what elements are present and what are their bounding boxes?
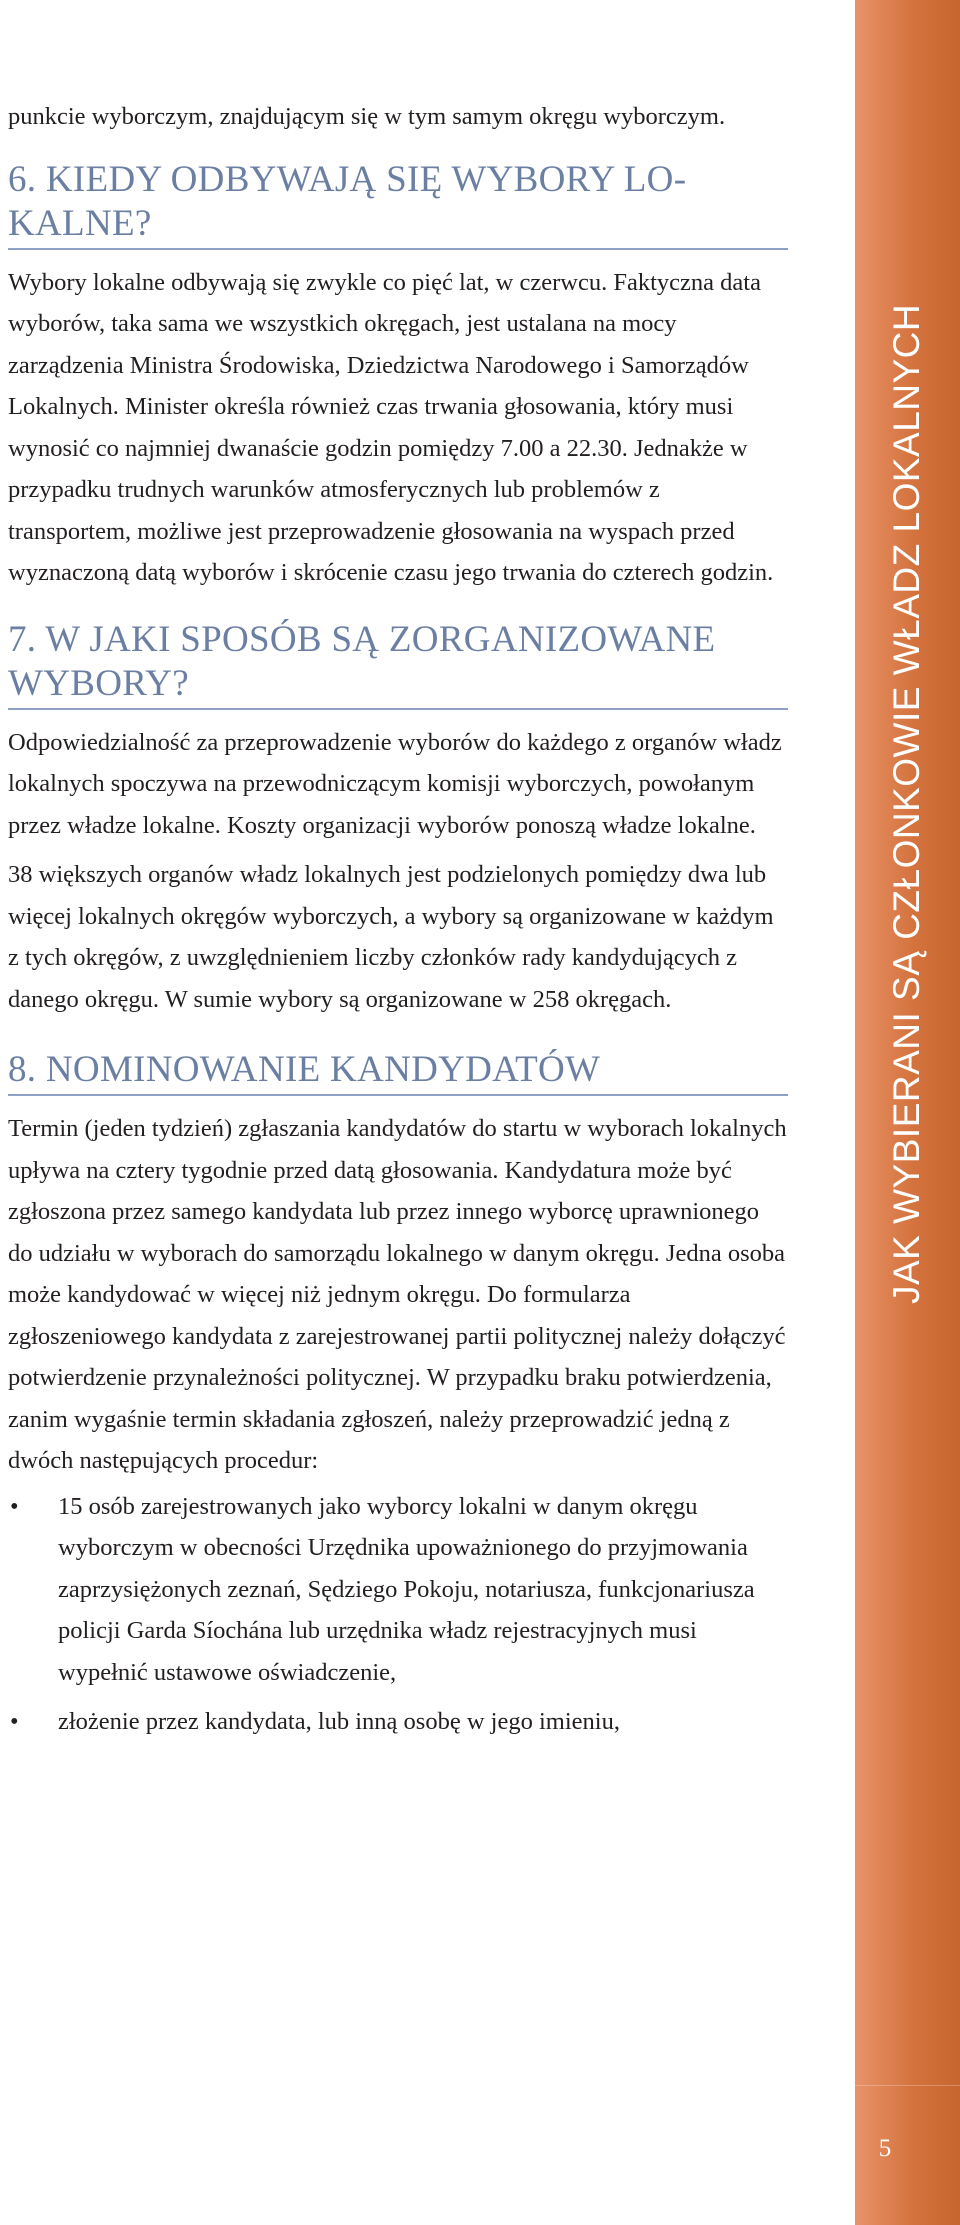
list-item-text: 15 osób zarejestrowanych jako wyborcy lokalni w danym okręgu wyborczym w obecności Urzędnika upoważnionego do przyjmowania zaprzysiężonych zeznań, Sędziego Pokoju, notariusza, funkcjonariusza policji Garda Síochána lub urzędnika władz rejestracyjnych musi wypełnić ustawowe oświadczenie, [58, 1492, 755, 1686]
section-7-paragraph-1: Odpowiedzialność za przeprowadzenie wyborów do każdego z organów władz lokalnych spoczywa na przewodniczącym komisji wyborczych, powołanym przez władze lokalne. Koszty organizacji wyborów ponoszą władze lokalne. [8, 728, 782, 839]
section-8-paragraph: Termin (jeden tydzień) zgłaszania kandydatów do startu w wyborach lokalnych upływa na cztery tygodnie przed datą głosowania. Kandydatura może być zgłoszona przez samego kandydata lub przez innego wyborcę uprawnionego do udziału w wyborach do samorządu lokalnego w danym okręgu. Jedna osoba może kandydować w więcej niż jednym okręgu. Do formularza zgłoszeniowego kandydata z zarejestrowanej partii politycznej należy dołączyć potwierdzenie przynależności politycznej. W przypadku braku potwierdzenia, zanim wygaśnie termin składania zgłoszeń, należy przeprowadzić jedną z dwóch następujących procedur: [8, 1115, 787, 1474]
bullet-icon: • [10, 1492, 19, 1520]
section-6-heading: 6. KIEDY ODBYWAJĄ SIĘ WYBORY LO-KALNE? [8, 158, 788, 250]
page-content [8, 96, 788, 1743]
list-item-text: złożenie przez kandydata, lub inną osobę w jego imieniu, [58, 1708, 620, 1735]
bullet-icon: • [10, 1708, 19, 1735]
sidebar-divider [855, 2085, 960, 2086]
chapter-title: JAK WYBIERANI SĄ CZŁONKOWIE WŁADZ LOKALNYCH [886, 303, 927, 1304]
list-item [8, 1701, 788, 1743]
list-item [8, 1486, 788, 1694]
section-7-heading: 7. W JAKI SPOSÓB SĄ ZORGANIZOWANE WYBORY? [8, 618, 788, 710]
section-8-heading: 8. NOMINOWANIE KANDYDATÓW [8, 1048, 788, 1096]
intro-paragraph: punkcie wyborczym, znajdującym się w tym samym okręgu wyborczym. [8, 103, 726, 130]
procedure-list [8, 1486, 788, 1743]
page-number: 5 [878, 2135, 892, 2162]
section-7-paragraph-2: 38 większych organów władz lokalnych jest podzielonych pomiędzy dwa lub więcej lokalnych okręgów wyborczych, a wybory są organizowane w każdym z tych okręgów, z uwzględnieniem liczby członków rady kandydujących z danego okręgu. W sumie wybory są organizowane w 258 okręgach. [8, 861, 774, 1013]
section-6-paragraph: Wybory lokalne odbywają się zwykle co pięć lat, w czerwcu. Faktyczna data wyborów, taka sama we wszystkich okręgach, jest ustalana na mocy zarządzenia Ministra Środowiska, Dziedzictwa Narodowego i Samorządów Lokalnych. Minister określa również czas trwania głosowania, który musi wynosić co najmniej dwanaście godzin pomiędzy 7.00 a 22.30. Jednakże w przypadku trudnych warunków atmosferycznych lub problemów z transportem, możliwe jest przeprowadzenie głosowania na wyspach przed wyznaczoną datą wyborów i skrócenie czasu jego trwania do czterech godzin. [8, 268, 774, 586]
chapter-sidebar [855, 0, 960, 2225]
